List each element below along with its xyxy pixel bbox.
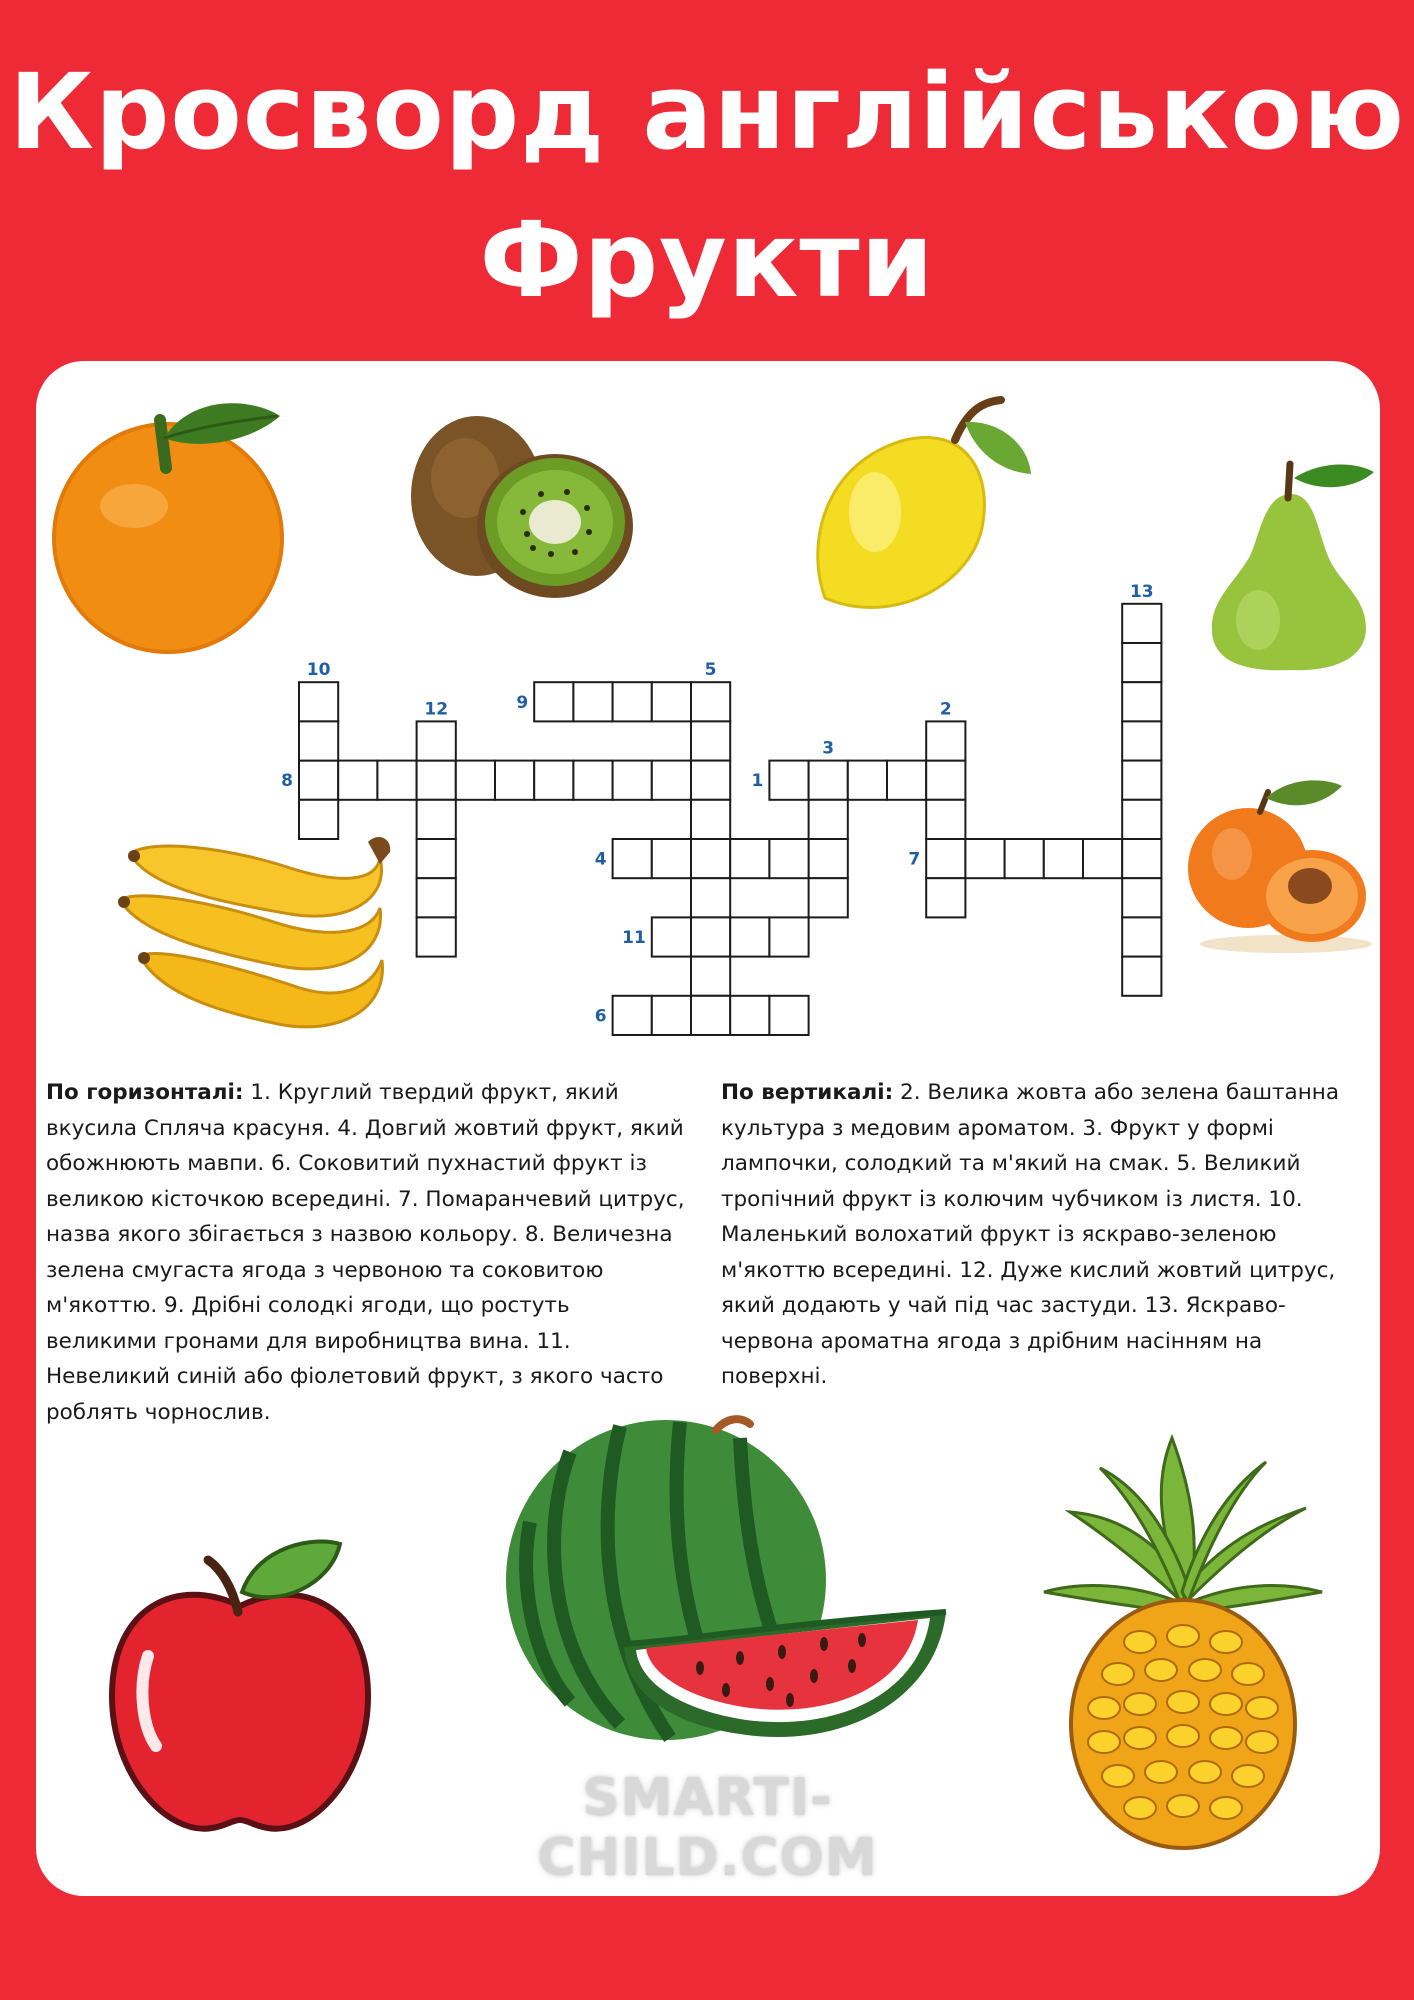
crossword-cell[interactable]: [1122, 604, 1161, 643]
crossword-cell[interactable]: [691, 996, 730, 1035]
clue-number-6: 6: [594, 1006, 607, 1027]
crossword-cell[interactable]: [1122, 878, 1161, 917]
clues-down-text: 2. Велика жовта або зелена баштанна культура з медовим ароматом. 3. Фрукт у формі лампочки, солодкий та м'який на смак. 5. Великий тропічний фрукт із колючим чубчиком із листя. 10. Маленький волохатий фрукт із яскраво-зеленою м'якоттю всередині. 12. Дуже кислий жовтий цитрус, який додають у чай під час застуди. 13. Яскраво-червона ароматна ягода з дрібним насінням на поверхні.: [721, 1080, 1339, 1389]
clue-number-3: 3: [822, 738, 835, 759]
crossword-cell[interactable]: [299, 721, 338, 760]
title-line-1: Кросворд англійською: [8, 51, 1406, 173]
crossword-cell[interactable]: [691, 800, 730, 839]
crossword-cell[interactable]: [652, 839, 691, 878]
clue-number-7: 7: [908, 849, 921, 870]
crossword-cell[interactable]: [1122, 917, 1161, 956]
crossword-cell[interactable]: [534, 761, 573, 800]
clue-number-1: 1: [751, 771, 764, 792]
clues-across-heading: По горизонталі:: [46, 1080, 244, 1105]
crossword-cell[interactable]: [965, 839, 1004, 878]
crossword-cell[interactable]: [809, 878, 848, 917]
crossword-cell[interactable]: [417, 761, 456, 800]
crossword-cell[interactable]: [573, 761, 612, 800]
crossword-cell[interactable]: [809, 839, 848, 878]
clue-number-9: 9: [516, 692, 529, 713]
clues-across: [46, 1075, 686, 1430]
crossword-cell[interactable]: [691, 957, 730, 996]
title-line-2: Фрукти: [479, 199, 935, 321]
crossword-cell[interactable]: [652, 761, 691, 800]
crossword-cell[interactable]: [417, 800, 456, 839]
crossword-cell[interactable]: [613, 996, 652, 1035]
crossword-cell[interactable]: [417, 917, 456, 956]
crossword-cell[interactable]: [1122, 800, 1161, 839]
clue-number-4: 4: [594, 849, 607, 870]
crossword-cell[interactable]: [1044, 839, 1083, 878]
crossword-cell[interactable]: [691, 917, 730, 956]
crossword-cell[interactable]: [1122, 957, 1161, 996]
crossword-cell[interactable]: [769, 996, 808, 1035]
crossword-cell[interactable]: [456, 761, 495, 800]
crossword-cell[interactable]: [1083, 839, 1122, 878]
crossword-cell[interactable]: [887, 761, 926, 800]
crossword-cell[interactable]: [652, 682, 691, 721]
watermark: SMARTI-CHILD.COM: [537, 1768, 878, 1888]
crossword-cell[interactable]: [613, 761, 652, 800]
crossword-cell[interactable]: [1122, 839, 1161, 878]
crossword-cell[interactable]: [691, 721, 730, 760]
clue-number-2: 2: [939, 699, 952, 720]
crossword-cell[interactable]: [299, 682, 338, 721]
clue-number-8: 8: [281, 771, 293, 792]
crossword-cell[interactable]: [730, 839, 769, 878]
crossword-cell[interactable]: [809, 800, 848, 839]
crossword-cell[interactable]: [573, 682, 612, 721]
crossword-cell[interactable]: [417, 721, 456, 760]
crossword-cell[interactable]: [377, 761, 416, 800]
crossword-cell[interactable]: [613, 682, 652, 721]
crossword-cell[interactable]: [769, 761, 808, 800]
crossword-cell[interactable]: [691, 682, 730, 721]
crossword-cell[interactable]: [534, 682, 573, 721]
crossword-cell[interactable]: [926, 721, 965, 760]
clue-number-10: 10: [306, 660, 331, 681]
crossword-cell[interactable]: [613, 839, 652, 878]
clue-number-12: 12: [424, 699, 449, 720]
crossword-cell[interactable]: [1122, 682, 1161, 721]
crossword-cell[interactable]: [730, 917, 769, 956]
clue-number-13: 13: [1129, 581, 1154, 602]
crossword-cell[interactable]: [495, 761, 534, 800]
crossword-cell[interactable]: [1122, 761, 1161, 800]
crossword-cell[interactable]: [338, 761, 377, 800]
crossword-cell[interactable]: [1122, 643, 1161, 682]
clue-number-11: 11: [622, 928, 646, 948]
crossword-cell[interactable]: [926, 761, 965, 800]
crossword-cell[interactable]: [730, 996, 769, 1035]
crossword-cell[interactable]: [299, 761, 338, 800]
crossword-cell[interactable]: [652, 917, 691, 956]
crossword-cell[interactable]: [848, 761, 887, 800]
crossword-cell[interactable]: [926, 878, 965, 917]
crossword-cell[interactable]: [769, 839, 808, 878]
crossword-cell[interactable]: [417, 839, 456, 878]
crossword-cell[interactable]: [809, 761, 848, 800]
clues-down: [721, 1075, 1369, 1395]
crossword-cell[interactable]: [769, 917, 808, 956]
crossword-cell[interactable]: [417, 878, 456, 917]
crossword-cell[interactable]: [691, 761, 730, 800]
clues-down-heading: По вертикалі:: [721, 1080, 894, 1105]
clue-number-5: 5: [704, 660, 717, 681]
crossword-cell[interactable]: [926, 839, 965, 878]
crossword-cell[interactable]: [926, 800, 965, 839]
clues-across-text: 1. Круглий твердий фрукт, який вкусила Спляча красуня. 4. Довгий жовтий фрукт, який обожнюють мавпи. 6. Соковитий пухнастий фрукт із великою кісточкою всередині. 7. Помаранчевий цитрус, назва якого збігається з назвою кольору. 8. Величезна зелена смугаста ягода з червоною та соковитою м'якоттю. 9. Дрібні солодкі ягоди, що ростуть великими гронами для виробництва вина. 11. Невеликий синій або фіолетовий фрукт, з якого часто роблять чорнослив.: [46, 1080, 685, 1425]
crossword-cell[interactable]: [1005, 839, 1044, 878]
crossword-cell[interactable]: [1122, 721, 1161, 760]
crossword-cell[interactable]: [299, 800, 338, 839]
crossword-cell[interactable]: [691, 839, 730, 878]
crossword-cell[interactable]: [652, 996, 691, 1035]
crossword-cell[interactable]: [691, 878, 730, 917]
